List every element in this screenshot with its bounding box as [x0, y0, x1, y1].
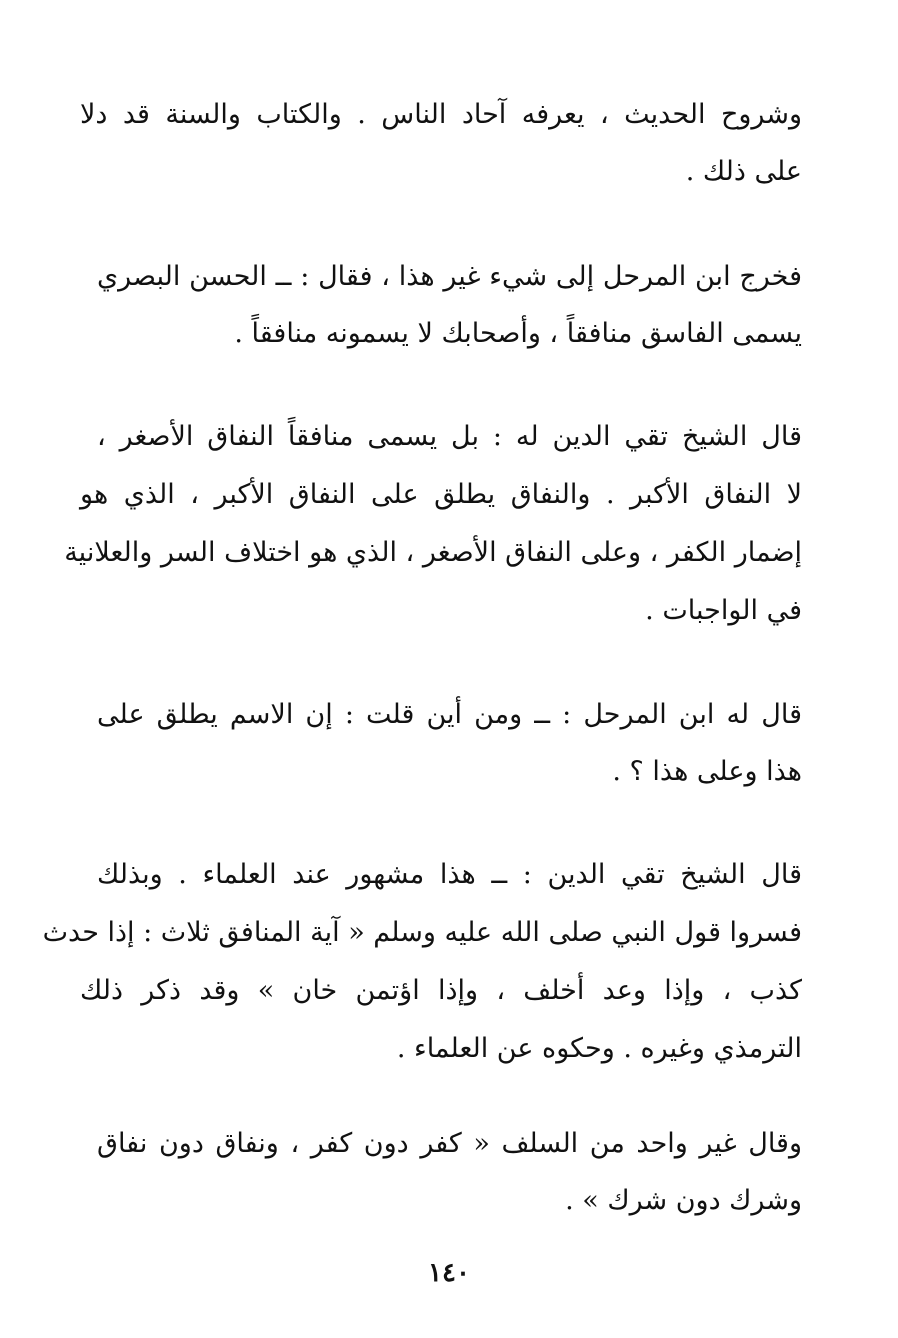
paragraph-3-line-3: إضمار الكفر ، وعلى النفاق الأصغر ، الذي هو اختلاف السر والعلانية	[64, 537, 802, 568]
paragraph-4-line-2: هذا وعلى هذا ؟ .	[612, 756, 802, 787]
paragraph-3-line-4: في الواجبات .	[645, 595, 802, 626]
paragraph-3-line-1: قال الشيخ تقي الدين له : بل يسمى منافقاً النفاق الأصغر ،	[97, 421, 802, 452]
paragraph-5-line-1: قال الشيخ تقي الدين : ــ هذا مشهور عند العلماء . وبذلك	[97, 859, 802, 890]
paragraph-2-line-1: فخرج ابن المرحل إلى شيء غير هذا ، فقال : ــ الحسن البصري	[97, 261, 802, 292]
paragraph-2-line-2: يسمى الفاسق منافقاً ، وأصحابك لا يسمونه منافقاً .	[234, 318, 802, 349]
paragraph-1-line-1: وشروح الحديث ، يعرفه آحاد الناس . والكتاب والسنة قد دلا	[80, 99, 802, 130]
paragraph-6-line-1: وقال غير واحد من السلف « كفر دون كفر ، ونفاق دون نفاق	[97, 1128, 802, 1159]
paragraph-5-line-3: كذب ، وإذا وعد أخلف ، وإذا اؤتمن خان » وقد ذكر ذلك	[80, 975, 802, 1006]
paragraph-5-line-2: فسروا قول النبي صلى الله عليه وسلم « آية المنافق ثلاث : إذا حدث	[42, 917, 802, 948]
paragraph-3-line-2: لا النفاق الأكبر . والنفاق يطلق على النفاق الأكبر ، الذي هو	[80, 479, 802, 510]
paragraph-6-line-2: وشرك دون شرك » .	[565, 1185, 802, 1216]
paragraph-4-line-1: قال له ابن المرحل : ــ ومن أين قلت : إن الاسم يطلق على	[97, 699, 802, 730]
paragraph-5-line-4: الترمذي وغيره . وحكوه عن العلماء .	[396, 1033, 802, 1064]
paragraph-1-line-2: على ذلك .	[685, 156, 802, 187]
page-number: ١٤٠	[428, 1258, 470, 1288]
